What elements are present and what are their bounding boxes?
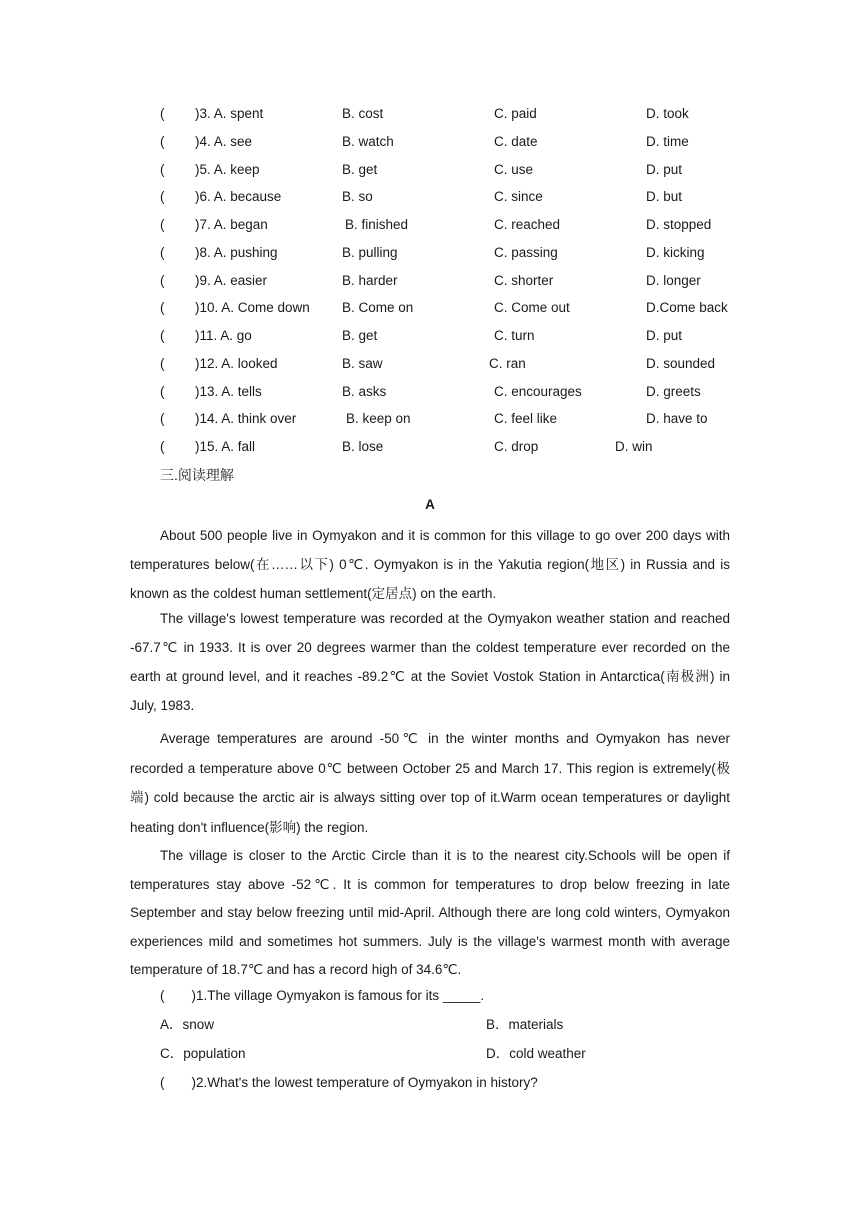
cloze-option-c: C. shorter [494,272,554,288]
cloze-option-d: D. but [646,189,683,205]
cloze-row [0,298,860,318]
cloze-option-c: C. drop [494,439,539,454]
cloze-option-c: C. paid [494,106,537,121]
cloze-option-c: C. feel like [494,411,558,427]
question-2-stem: ( )2.What's the lowest temperature of Oymyakon in history? [160,1075,538,1090]
cloze-option-c: C. turn [494,328,535,343]
cloze-option-d: D. win [615,439,653,454]
cloze-option-c: C. date [494,133,538,149]
cloze-option-d: D.Come back [646,300,728,316]
cloze-question-option-a: )13. A. tells [195,383,262,399]
cloze-option-b: B. so [342,189,373,205]
cloze-paren: ( [160,133,165,149]
cloze-row [0,271,860,291]
cloze-option-b: B. get [342,161,378,177]
question-1-stem: ( )1.The village Oymyakon is famous for its _____. [160,988,485,1003]
passage-paragraph-2: The village's lowest temperature was recorded at the Oymyakon weather station and reached -67.7℃ in 1933. It is over 20 degrees warmer than the coldest temperature ever recorded on the earth at ground level, and it reaches -89.2℃ at the Soviet Vostok Station in Antarctica(南极洲) in July, 1983. [130,611,730,713]
cloze-question-option-a: )14. A. think over [195,411,297,427]
cloze-question-option-a: )15. A. fall [195,439,256,454]
cloze-row [0,215,860,235]
cloze-paren: ( [160,106,165,121]
cloze-row [0,354,860,374]
cloze-option-c: C. since [494,189,543,205]
question-1-option-b: B．materials [486,1017,564,1032]
cloze-option-b: B. keep on [346,411,411,427]
cloze-option-d: D. sounded [646,355,716,371]
cloze-option-c: C. ran [489,355,526,371]
cloze-paren: ( [160,355,165,371]
cloze-row [0,382,860,402]
cloze-option-c: C. passing [494,244,558,260]
cloze-paren: ( [160,439,165,454]
passage-paragraph-4: The village is closer to the Arctic Circle than it is to the nearest city.Schools will be open if temperatures stay above -52℃. It is common for temperatures to drop below freezing in late September and stay below freezing until mid-April. Although there are long cold winters, Oymyakon experiences mild and sometimes hot summers. July is the village's warmest month with average temperature of 18.7℃ and has a record high of 34.6℃. [130,848,730,977]
cloze-paren: ( [160,383,165,399]
cloze-option-b: B. harder [342,272,398,288]
cloze-option-c: C. use [494,161,534,177]
cloze-option-b: B. finished [345,217,409,232]
cloze-option-d: D. longer [646,272,701,288]
cloze-option-d: D. time [646,133,689,149]
cloze-option-b: B. pulling [342,244,398,260]
cloze-option-b: B. saw [342,355,383,371]
passage-paragraph-1: About 500 people live in Oymyakon and it is common for this village to go over 200 days with temperatures below(在……以下) 0℃. Oymyakon is in the Yakutia region(地区) in Russia and is known as the coldest human settlement(定居点) on the earth. [130,528,730,601]
cloze-option-d: D. put [646,328,683,343]
cloze-option-b: B. get [342,328,378,343]
cloze-option-c: C. encourages [494,383,582,399]
cloze-row [0,437,860,457]
cloze-option-d: D. greets [646,383,701,399]
cloze-option-c: C. Come out [494,300,570,316]
passage-title: A [425,497,435,512]
cloze-option-b: B. watch [342,133,394,149]
cloze-row [0,326,860,346]
cloze-row [0,187,860,207]
cloze-option-b: B. asks [342,383,387,399]
passage-paragraph-3: Average temperatures are around -50℃ in the winter months and Oymyakon has never recorded a temperature above 0℃ between October 25 and March 17. This region is extremely(极端) cold because the arctic air is always sitting over top of it.Warm ocean temperatures or daylight heating don't influence(影响) the region. [130,731,730,835]
cloze-option-b: B. lose [342,439,384,454]
cloze-question-option-a: )7. A. began [195,217,268,232]
question-1-option-d: D．cold weather [486,1046,586,1061]
cloze-row [0,132,860,152]
cloze-option-b: B. Come on [342,300,414,316]
cloze-option-d: D. stopped [646,217,712,232]
section-heading: 三.阅读理解 [160,467,234,483]
cloze-paren: ( [160,411,165,427]
cloze-question-option-a: )5. A. keep [195,161,260,177]
cloze-question-option-a: )10. A. Come down [195,300,310,316]
cloze-question-option-a: )4. A. see [195,133,253,149]
cloze-paren: ( [160,189,165,205]
cloze-question-option-a: )9. A. easier [195,272,268,288]
cloze-option-d: D. took [646,106,689,121]
cloze-row [0,104,860,124]
cloze-question-option-a: )11. A. go [195,328,252,343]
cloze-question-option-a: )8. A. pushing [195,244,278,260]
cloze-row [0,243,860,263]
cloze-option-d: D. put [646,161,683,177]
question-1-option-a: A．snow [160,1017,215,1032]
cloze-option-b: B. cost [342,106,384,121]
cloze-question-option-a: )12. A. looked [195,355,278,371]
question-1-option-c: C．population [160,1046,246,1061]
cloze-paren: ( [160,217,165,232]
cloze-question-option-a: )3. A. spent [195,106,264,121]
cloze-option-c: C. reached [494,217,561,232]
cloze-paren: ( [160,300,165,316]
cloze-row [0,409,860,429]
cloze-paren: ( [160,244,165,260]
cloze-paren: ( [160,272,165,288]
cloze-option-d: D. kicking [646,244,705,260]
cloze-paren: ( [160,161,165,177]
cloze-row [0,160,860,180]
cloze-paren: ( [160,328,165,343]
cloze-question-option-a: )6. A. because [195,189,282,205]
cloze-option-d: D. have to [646,411,708,427]
